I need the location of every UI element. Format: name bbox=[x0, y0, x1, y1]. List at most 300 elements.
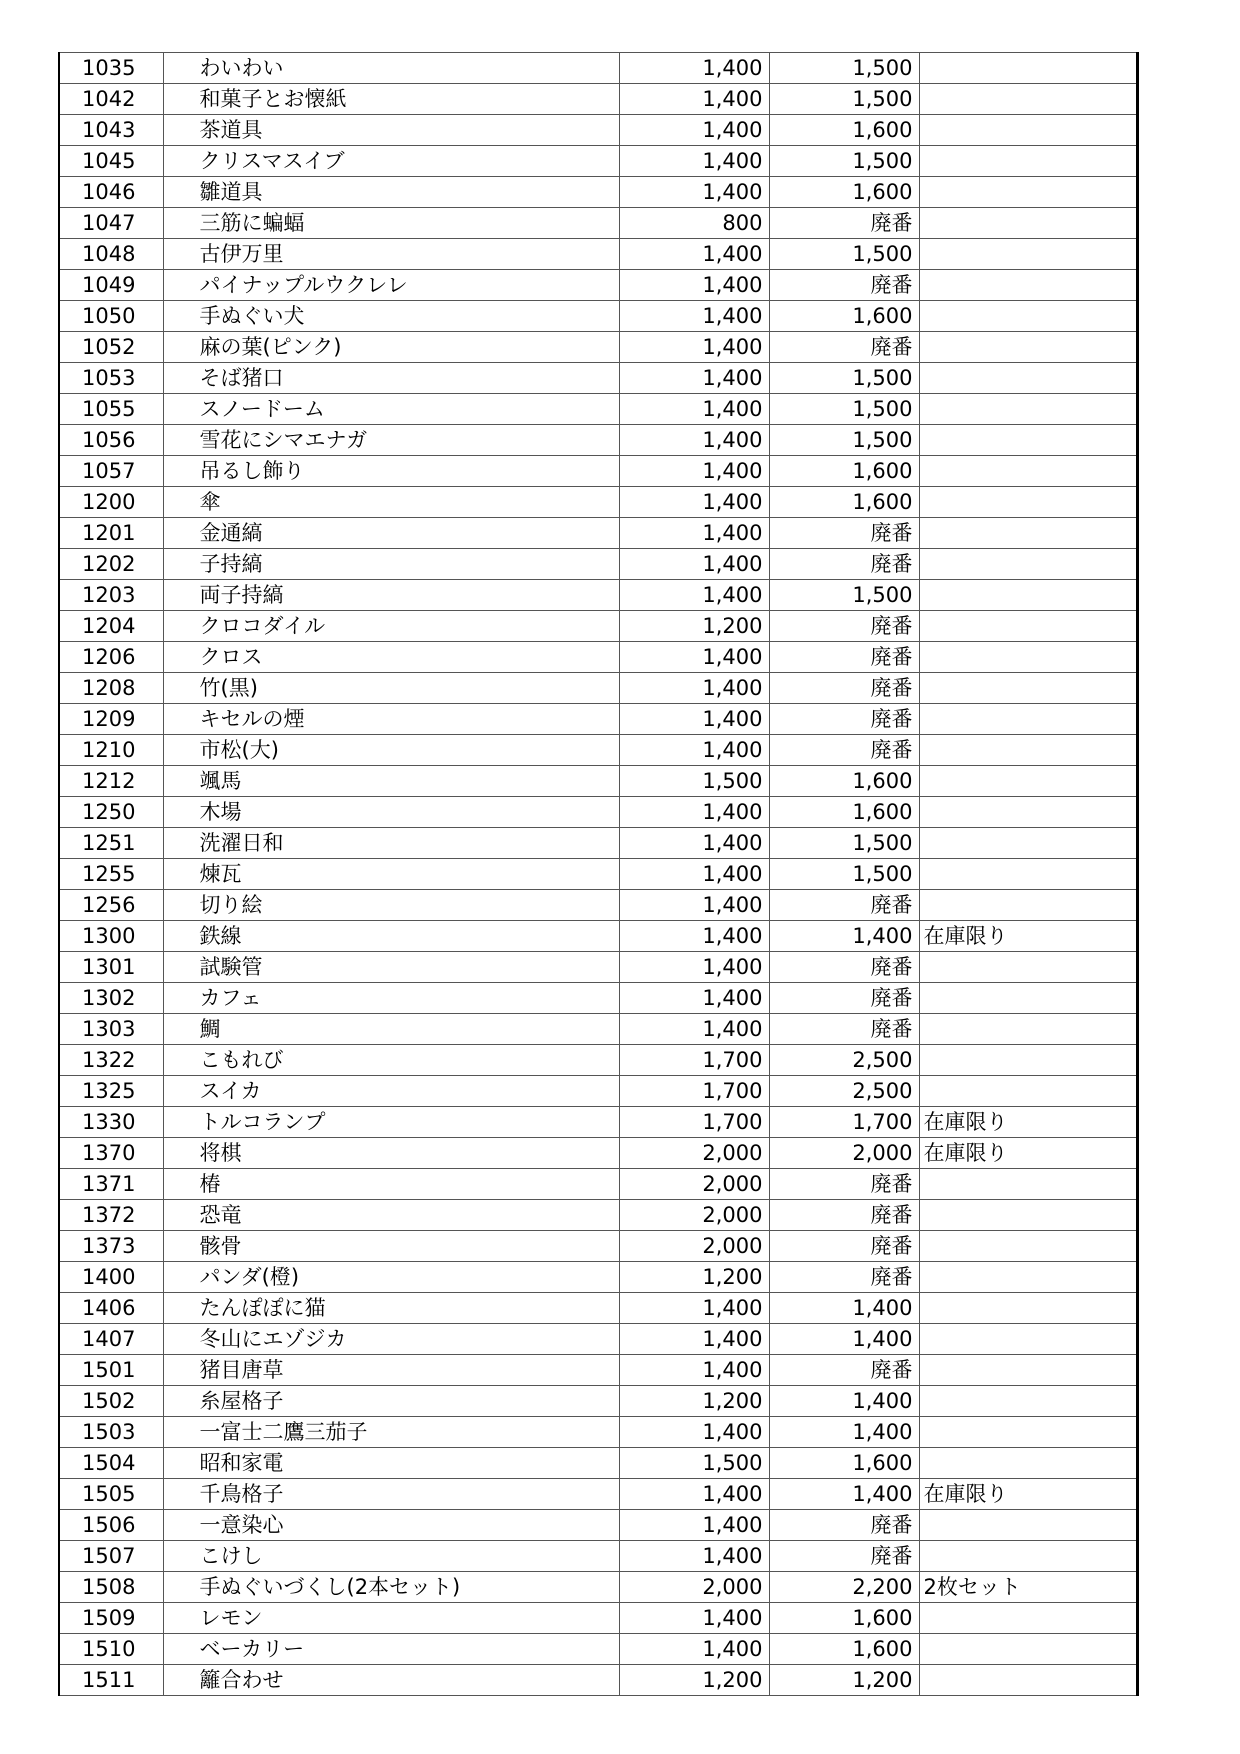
note bbox=[919, 1510, 1137, 1541]
price-new: 1,600 bbox=[769, 115, 919, 146]
product-code: 1407 bbox=[59, 1324, 163, 1355]
table-row bbox=[59, 1014, 1137, 1045]
note bbox=[919, 1200, 1137, 1231]
price-new: 1,500 bbox=[769, 146, 919, 177]
table-row bbox=[59, 394, 1137, 425]
price-new: 1,600 bbox=[769, 1448, 919, 1479]
product-code: 1201 bbox=[59, 518, 163, 549]
price-new: 1,600 bbox=[769, 1634, 919, 1665]
product-code: 1325 bbox=[59, 1076, 163, 1107]
note bbox=[919, 1324, 1137, 1355]
note bbox=[919, 208, 1137, 239]
product-name: 煉瓦 bbox=[163, 859, 619, 890]
price-new: 1,200 bbox=[769, 1665, 919, 1696]
price-current: 1,400 bbox=[619, 1293, 769, 1324]
table-row bbox=[59, 580, 1137, 611]
note bbox=[919, 1169, 1137, 1200]
price-current: 1,400 bbox=[619, 84, 769, 115]
table-row bbox=[59, 673, 1137, 704]
table-row bbox=[59, 1448, 1137, 1479]
price-new: 廃番 bbox=[769, 704, 919, 735]
product-name: 古伊万里 bbox=[163, 239, 619, 270]
price-current: 1,400 bbox=[619, 983, 769, 1014]
price-new: 廃番 bbox=[769, 549, 919, 580]
price-current: 1,200 bbox=[619, 1262, 769, 1293]
table-row bbox=[59, 1200, 1137, 1231]
product-code: 1509 bbox=[59, 1603, 163, 1634]
product-name: 糸屋格子 bbox=[163, 1386, 619, 1417]
table-row bbox=[59, 1262, 1137, 1293]
product-code: 1055 bbox=[59, 394, 163, 425]
table-row bbox=[59, 53, 1137, 84]
product-code: 1303 bbox=[59, 1014, 163, 1045]
price-current: 1,400 bbox=[619, 580, 769, 611]
table-row bbox=[59, 115, 1137, 146]
product-code: 1045 bbox=[59, 146, 163, 177]
product-code: 1371 bbox=[59, 1169, 163, 1200]
product-code: 1204 bbox=[59, 611, 163, 642]
product-code: 1209 bbox=[59, 704, 163, 735]
price-new: 廃番 bbox=[769, 673, 919, 704]
product-name: クロス bbox=[163, 642, 619, 673]
table-row bbox=[59, 1541, 1137, 1572]
price-new: 1,500 bbox=[769, 425, 919, 456]
price-current: 1,400 bbox=[619, 859, 769, 890]
price-current: 1,400 bbox=[619, 53, 769, 84]
product-code: 1057 bbox=[59, 456, 163, 487]
product-name: 吊るし飾り bbox=[163, 456, 619, 487]
product-code: 1511 bbox=[59, 1665, 163, 1696]
product-code: 1507 bbox=[59, 1541, 163, 1572]
product-code: 1501 bbox=[59, 1355, 163, 1386]
price-current: 1,400 bbox=[619, 642, 769, 673]
price-new: 2,500 bbox=[769, 1076, 919, 1107]
note bbox=[919, 1386, 1137, 1417]
product-name: パンダ(橙) bbox=[163, 1262, 619, 1293]
note bbox=[919, 549, 1137, 580]
table-row bbox=[59, 1572, 1137, 1603]
product-code: 1302 bbox=[59, 983, 163, 1014]
product-code: 1206 bbox=[59, 642, 163, 673]
table-row bbox=[59, 1510, 1137, 1541]
price-new: 1,700 bbox=[769, 1107, 919, 1138]
note bbox=[919, 270, 1137, 301]
table-row bbox=[59, 1045, 1137, 1076]
product-name: たんぽぽに猫 bbox=[163, 1293, 619, 1324]
product-name: わいわい bbox=[163, 53, 619, 84]
table-row bbox=[59, 642, 1137, 673]
note bbox=[919, 1045, 1137, 1076]
product-name: 金通縞 bbox=[163, 518, 619, 549]
product-name: キセルの煙 bbox=[163, 704, 619, 735]
table-row bbox=[59, 1417, 1137, 1448]
product-name: 骸骨 bbox=[163, 1231, 619, 1262]
table-row bbox=[59, 859, 1137, 890]
note bbox=[919, 146, 1137, 177]
price-current: 1,400 bbox=[619, 1417, 769, 1448]
price-current: 2,000 bbox=[619, 1169, 769, 1200]
price-new: 1,600 bbox=[769, 766, 919, 797]
table-row bbox=[59, 704, 1137, 735]
price-current: 1,400 bbox=[619, 673, 769, 704]
product-name: 猪目唐草 bbox=[163, 1355, 619, 1386]
note bbox=[919, 1293, 1137, 1324]
product-code: 1505 bbox=[59, 1479, 163, 1510]
table-row bbox=[59, 1076, 1137, 1107]
table-row bbox=[59, 84, 1137, 115]
note bbox=[919, 301, 1137, 332]
price-new: 2,500 bbox=[769, 1045, 919, 1076]
table-row bbox=[59, 1386, 1137, 1417]
product-code: 1400 bbox=[59, 1262, 163, 1293]
table-row bbox=[59, 146, 1137, 177]
table-row bbox=[59, 828, 1137, 859]
table-row bbox=[59, 1138, 1137, 1169]
table-row bbox=[59, 301, 1137, 332]
product-code: 1042 bbox=[59, 84, 163, 115]
table-body bbox=[59, 53, 1137, 1696]
price-new: 2,000 bbox=[769, 1138, 919, 1169]
price-new: 1,500 bbox=[769, 394, 919, 425]
product-name: 市松(大) bbox=[163, 735, 619, 766]
product-name: 一富士二鷹三茄子 bbox=[163, 1417, 619, 1448]
price-new: 廃番 bbox=[769, 1169, 919, 1200]
price-new: 1,600 bbox=[769, 797, 919, 828]
product-code: 1372 bbox=[59, 1200, 163, 1231]
price-current: 2,000 bbox=[619, 1138, 769, 1169]
price-current: 1,400 bbox=[619, 1324, 769, 1355]
price-current: 2,000 bbox=[619, 1200, 769, 1231]
note bbox=[919, 859, 1137, 890]
product-name: レモン bbox=[163, 1603, 619, 1634]
price-current: 1,400 bbox=[619, 1510, 769, 1541]
table-row bbox=[59, 1231, 1137, 1262]
product-name: トルコランプ bbox=[163, 1107, 619, 1138]
price-new: 廃番 bbox=[769, 1231, 919, 1262]
product-code: 1050 bbox=[59, 301, 163, 332]
product-name: そば猪口 bbox=[163, 363, 619, 394]
price-new: 廃番 bbox=[769, 983, 919, 1014]
note bbox=[919, 518, 1137, 549]
table-row bbox=[59, 735, 1137, 766]
product-name: 切り絵 bbox=[163, 890, 619, 921]
product-code: 1510 bbox=[59, 1634, 163, 1665]
price-current: 1,400 bbox=[619, 301, 769, 332]
price-new: 廃番 bbox=[769, 1200, 919, 1231]
note bbox=[919, 1448, 1137, 1479]
table-row bbox=[59, 1603, 1137, 1634]
price-new: 1,400 bbox=[769, 921, 919, 952]
price-current: 1,400 bbox=[619, 1603, 769, 1634]
price-current: 1,400 bbox=[619, 1541, 769, 1572]
table-row bbox=[59, 487, 1137, 518]
product-name: 雛道具 bbox=[163, 177, 619, 208]
product-code: 1052 bbox=[59, 332, 163, 363]
price-new: 廃番 bbox=[769, 1510, 919, 1541]
product-code: 1503 bbox=[59, 1417, 163, 1448]
note bbox=[919, 456, 1137, 487]
note bbox=[919, 611, 1137, 642]
price-new: 1,400 bbox=[769, 1293, 919, 1324]
price-new: 1,500 bbox=[769, 580, 919, 611]
price-current: 1,700 bbox=[619, 1107, 769, 1138]
price-current: 1,400 bbox=[619, 1014, 769, 1045]
price-new: 廃番 bbox=[769, 270, 919, 301]
product-name: スイカ bbox=[163, 1076, 619, 1107]
product-code: 1202 bbox=[59, 549, 163, 580]
product-name: 冬山にエゾジカ bbox=[163, 1324, 619, 1355]
note bbox=[919, 239, 1137, 270]
product-code: 1373 bbox=[59, 1231, 163, 1262]
note: 在庫限り bbox=[919, 1107, 1137, 1138]
note bbox=[919, 797, 1137, 828]
product-name: 千鳥格子 bbox=[163, 1479, 619, 1510]
product-code: 1203 bbox=[59, 580, 163, 611]
note bbox=[919, 1231, 1137, 1262]
product-code: 1506 bbox=[59, 1510, 163, 1541]
note bbox=[919, 1634, 1137, 1665]
product-name: こけし bbox=[163, 1541, 619, 1572]
product-code: 1250 bbox=[59, 797, 163, 828]
product-code: 1301 bbox=[59, 952, 163, 983]
product-name: クリスマスイブ bbox=[163, 146, 619, 177]
price-current: 1,400 bbox=[619, 797, 769, 828]
product-code: 1256 bbox=[59, 890, 163, 921]
product-name: こもれび bbox=[163, 1045, 619, 1076]
price-new: 廃番 bbox=[769, 1355, 919, 1386]
price-current: 1,400 bbox=[619, 270, 769, 301]
product-code: 1208 bbox=[59, 673, 163, 704]
note bbox=[919, 766, 1137, 797]
product-code: 1406 bbox=[59, 1293, 163, 1324]
note bbox=[919, 1355, 1137, 1386]
price-new: 1,500 bbox=[769, 363, 919, 394]
price-new: 1,500 bbox=[769, 53, 919, 84]
price-current: 1,400 bbox=[619, 1479, 769, 1510]
note bbox=[919, 1014, 1137, 1045]
table-row bbox=[59, 208, 1137, 239]
price-new: 廃番 bbox=[769, 1541, 919, 1572]
note bbox=[919, 115, 1137, 146]
note bbox=[919, 363, 1137, 394]
table-row bbox=[59, 983, 1137, 1014]
note bbox=[919, 580, 1137, 611]
price-current: 1,400 bbox=[619, 332, 769, 363]
price-current: 1,400 bbox=[619, 735, 769, 766]
price-new: 1,600 bbox=[769, 487, 919, 518]
note bbox=[919, 425, 1137, 456]
product-code: 1255 bbox=[59, 859, 163, 890]
table-row bbox=[59, 1293, 1137, 1324]
price-new: 2,200 bbox=[769, 1572, 919, 1603]
price-current: 1,400 bbox=[619, 115, 769, 146]
product-name: パイナップルウクレレ bbox=[163, 270, 619, 301]
product-name: 傘 bbox=[163, 487, 619, 518]
note bbox=[919, 642, 1137, 673]
note bbox=[919, 84, 1137, 115]
price-current: 1,400 bbox=[619, 487, 769, 518]
product-code: 1053 bbox=[59, 363, 163, 394]
note bbox=[919, 1417, 1137, 1448]
table-row bbox=[59, 425, 1137, 456]
note bbox=[919, 890, 1137, 921]
price-new: 廃番 bbox=[769, 952, 919, 983]
price-new: 1,500 bbox=[769, 239, 919, 270]
product-code: 1035 bbox=[59, 53, 163, 84]
price-new: 廃番 bbox=[769, 518, 919, 549]
price-new: 廃番 bbox=[769, 1262, 919, 1293]
price-new: 1,500 bbox=[769, 859, 919, 890]
table-row bbox=[59, 611, 1137, 642]
product-name: スノードーム bbox=[163, 394, 619, 425]
price-current: 1,500 bbox=[619, 766, 769, 797]
product-name: 恐竜 bbox=[163, 1200, 619, 1231]
table-row bbox=[59, 1355, 1137, 1386]
price-current: 1,200 bbox=[619, 611, 769, 642]
price-current: 1,400 bbox=[619, 952, 769, 983]
product-name: 両子持縞 bbox=[163, 580, 619, 611]
price-new: 1,500 bbox=[769, 828, 919, 859]
product-name: 鯛 bbox=[163, 1014, 619, 1045]
product-code: 1048 bbox=[59, 239, 163, 270]
table-row bbox=[59, 239, 1137, 270]
product-name: 昭和家電 bbox=[163, 1448, 619, 1479]
note bbox=[919, 952, 1137, 983]
product-name: 雪花にシマエナガ bbox=[163, 425, 619, 456]
price-current: 1,400 bbox=[619, 1634, 769, 1665]
table-row bbox=[59, 1665, 1137, 1696]
price-current: 1,400 bbox=[619, 1355, 769, 1386]
note bbox=[919, 1665, 1137, 1696]
price-current: 1,400 bbox=[619, 394, 769, 425]
product-code: 1047 bbox=[59, 208, 163, 239]
note bbox=[919, 487, 1137, 518]
table-row bbox=[59, 1479, 1137, 1510]
product-code: 1251 bbox=[59, 828, 163, 859]
price-current: 1,500 bbox=[619, 1448, 769, 1479]
note bbox=[919, 394, 1137, 425]
note bbox=[919, 1603, 1137, 1634]
product-code: 1502 bbox=[59, 1386, 163, 1417]
price-new: 廃番 bbox=[769, 1014, 919, 1045]
product-code: 1300 bbox=[59, 921, 163, 952]
price-current: 1,700 bbox=[619, 1076, 769, 1107]
product-code: 1508 bbox=[59, 1572, 163, 1603]
price-current: 1,400 bbox=[619, 518, 769, 549]
table-row bbox=[59, 890, 1137, 921]
table-row bbox=[59, 952, 1137, 983]
note bbox=[919, 177, 1137, 208]
table-row bbox=[59, 518, 1137, 549]
product-name: 椿 bbox=[163, 1169, 619, 1200]
table-row bbox=[59, 270, 1137, 301]
product-name: 木場 bbox=[163, 797, 619, 828]
price-current: 1,400 bbox=[619, 828, 769, 859]
price-current: 1,400 bbox=[619, 239, 769, 270]
product-name: 子持縞 bbox=[163, 549, 619, 580]
product-name: 洗濯日和 bbox=[163, 828, 619, 859]
product-name: 手ぬぐいづくし(2本セット) bbox=[163, 1572, 619, 1603]
product-code: 1210 bbox=[59, 735, 163, 766]
product-code: 1046 bbox=[59, 177, 163, 208]
price-current: 2,000 bbox=[619, 1572, 769, 1603]
note bbox=[919, 983, 1137, 1014]
price-new: 1,400 bbox=[769, 1324, 919, 1355]
note bbox=[919, 332, 1137, 363]
price-current: 1,400 bbox=[619, 921, 769, 952]
table-row bbox=[59, 921, 1137, 952]
table-row bbox=[59, 1169, 1137, 1200]
table-row bbox=[59, 1107, 1137, 1138]
price-current: 800 bbox=[619, 208, 769, 239]
price-new: 廃番 bbox=[769, 735, 919, 766]
product-code: 1200 bbox=[59, 487, 163, 518]
table-row bbox=[59, 766, 1137, 797]
product-name: 籬合わせ bbox=[163, 1665, 619, 1696]
product-name: クロコダイル bbox=[163, 611, 619, 642]
note bbox=[919, 704, 1137, 735]
price-new: 1,400 bbox=[769, 1479, 919, 1510]
table-row bbox=[59, 177, 1137, 208]
product-code: 1043 bbox=[59, 115, 163, 146]
price-current: 2,000 bbox=[619, 1231, 769, 1262]
note: 在庫限り bbox=[919, 1479, 1137, 1510]
price-current: 1,700 bbox=[619, 1045, 769, 1076]
price-current: 1,400 bbox=[619, 549, 769, 580]
product-name: 竹(黒) bbox=[163, 673, 619, 704]
product-name: 鉄線 bbox=[163, 921, 619, 952]
price-new: 廃番 bbox=[769, 611, 919, 642]
price-new: 1,600 bbox=[769, 301, 919, 332]
product-name: 手ぬぐい犬 bbox=[163, 301, 619, 332]
table-row bbox=[59, 549, 1137, 580]
price-new: 1,600 bbox=[769, 177, 919, 208]
product-name: 和菓子とお懐紙 bbox=[163, 84, 619, 115]
note bbox=[919, 735, 1137, 766]
product-name: 茶道具 bbox=[163, 115, 619, 146]
price-new: 廃番 bbox=[769, 642, 919, 673]
note: 2枚セット bbox=[919, 1572, 1137, 1603]
table-row bbox=[59, 1634, 1137, 1665]
price-current: 1,400 bbox=[619, 177, 769, 208]
table-row bbox=[59, 363, 1137, 394]
price-new: 1,500 bbox=[769, 84, 919, 115]
product-price-table bbox=[58, 52, 1139, 1696]
price-new: 1,600 bbox=[769, 1603, 919, 1634]
note: 在庫限り bbox=[919, 1138, 1137, 1169]
price-current: 1,400 bbox=[619, 704, 769, 735]
product-code: 1330 bbox=[59, 1107, 163, 1138]
product-name: 将棋 bbox=[163, 1138, 619, 1169]
product-name: 試験管 bbox=[163, 952, 619, 983]
table-row bbox=[59, 797, 1137, 828]
product-name: カフェ bbox=[163, 983, 619, 1014]
price-current: 1,400 bbox=[619, 456, 769, 487]
price-current: 1,400 bbox=[619, 363, 769, 394]
price-current: 1,400 bbox=[619, 146, 769, 177]
note: 在庫限り bbox=[919, 921, 1137, 952]
product-name: 麻の葉(ピンク) bbox=[163, 332, 619, 363]
price-new: 廃番 bbox=[769, 208, 919, 239]
product-code: 1322 bbox=[59, 1045, 163, 1076]
table-row bbox=[59, 456, 1137, 487]
product-code: 1056 bbox=[59, 425, 163, 456]
product-code: 1504 bbox=[59, 1448, 163, 1479]
product-name: 颯馬 bbox=[163, 766, 619, 797]
product-name: 一意染心 bbox=[163, 1510, 619, 1541]
product-code: 1212 bbox=[59, 766, 163, 797]
price-current: 1,200 bbox=[619, 1665, 769, 1696]
